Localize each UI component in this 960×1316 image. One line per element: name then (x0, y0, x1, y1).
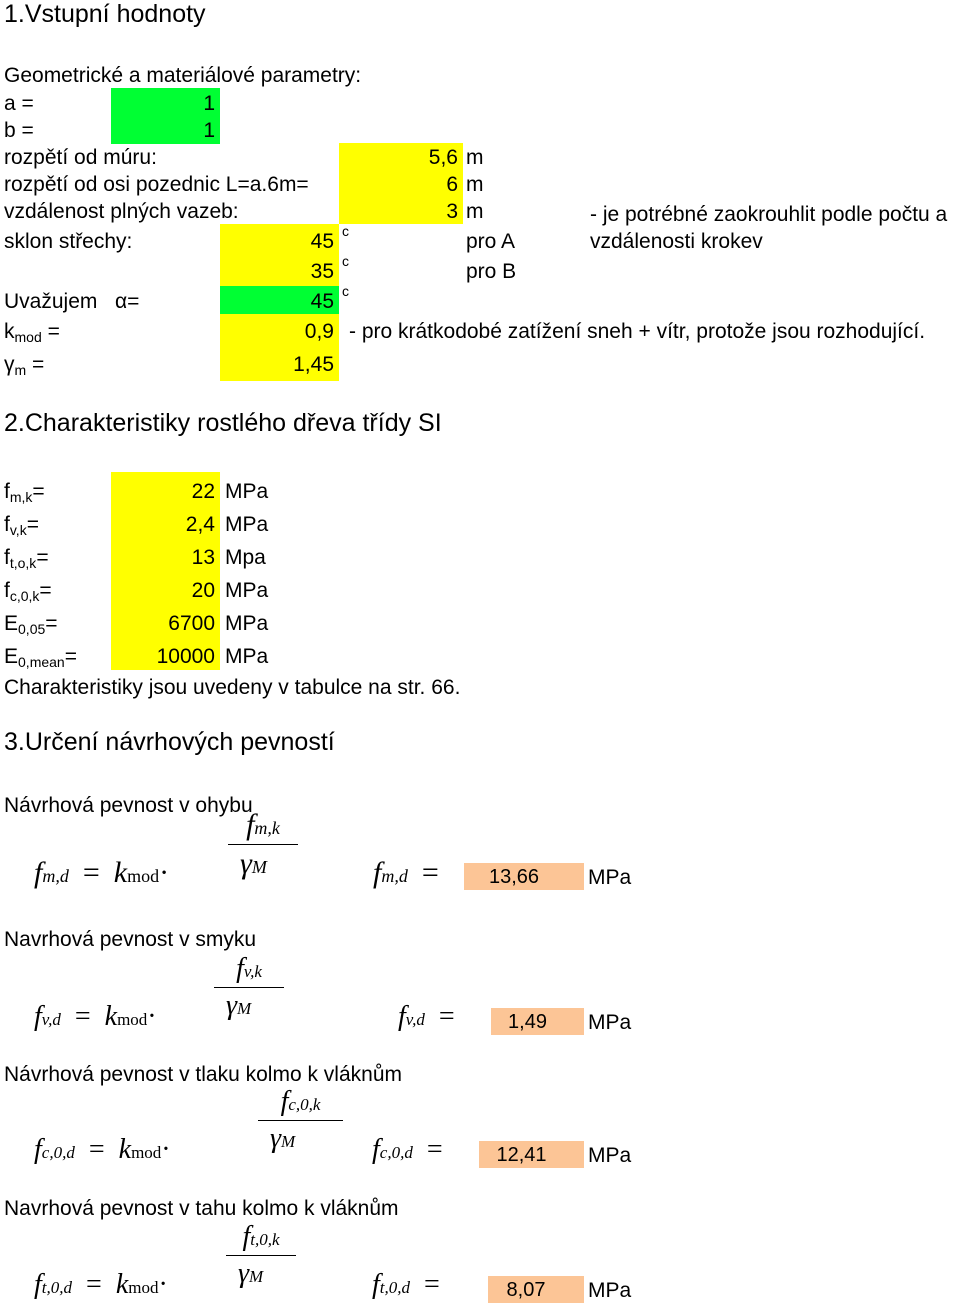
property-value: 10000 (156, 645, 215, 668)
span-axis-unit: m (466, 173, 484, 196)
property-unit: MPa (225, 480, 269, 503)
property-label: $f_{c,0,k}=$ (4, 579, 52, 604)
gamma-label: $\gamma_m$ = (4, 353, 45, 378)
property-value: 2,4 (185, 513, 215, 536)
slope-b-degree-sup: c (342, 253, 349, 269)
result-value: 1,49 (508, 1011, 547, 1033)
alpha-degree-sup: c (342, 283, 349, 299)
b-value: 1 (203, 119, 215, 142)
ties-note-line1: - je potrébné zaokrouhlit podle počtu a (590, 203, 948, 226)
property-label: $E_{0,mean}=$ (4, 645, 77, 670)
span-wall-label: rozpětí od múru: (4, 146, 157, 169)
property-value: 6700 (168, 612, 215, 635)
property-unit: MPa (225, 579, 269, 602)
result-value: 8,07 (506, 1279, 546, 1301)
formula-fraction: fc,0,k γM (258, 1088, 343, 1153)
formula-fraction: fm,k γM (228, 810, 298, 879)
section-2-title: 2.Charakteristiky rostlého dřeva třídy SI (4, 409, 442, 437)
result-value: 13,66 (488, 866, 540, 888)
property-label: $f_{m,k}=$ (4, 480, 45, 505)
formula-caption: Navrhová pevnost v smyku (4, 928, 257, 951)
result-label: fc,0,d = (372, 1134, 443, 1165)
section-3-title: 3.Určení návrhových pevností (4, 728, 335, 756)
result-unit: MPa (588, 866, 632, 889)
characteristics-note: Charakteristiky jsou uvedeny v tabulce na str. 66. (4, 676, 461, 699)
result-label: fm,d = (373, 856, 439, 889)
result-label: fv,d = (398, 1001, 455, 1032)
section-1-title: 1.Vstupní hodnoty (4, 0, 206, 28)
kmod-label: $k_{mod}$ = (4, 320, 60, 345)
property-value: 13 (191, 546, 215, 569)
property-unit: MPa (225, 612, 269, 635)
kmod-value: 0,9 (304, 320, 334, 343)
result-label: ft,0,d = (372, 1269, 440, 1300)
property-unit: MPa (225, 645, 269, 668)
property-value: 20 (191, 579, 215, 602)
property-value: 22 (191, 480, 215, 503)
slope-label: sklon střechy: (4, 230, 133, 253)
result-unit: MPa (588, 1279, 632, 1302)
ties-label: vzdálenost plných vazeb: (4, 200, 239, 223)
slope-a-degree-sup: c (342, 223, 349, 239)
result-unit: MPa (588, 1144, 632, 1167)
result-unit: MPa (588, 1011, 632, 1034)
alpha-label-2: α= (115, 290, 140, 313)
property-unit: Mpa (225, 546, 266, 569)
formula-caption: Návrhová pevnost v ohybu (4, 794, 253, 817)
formula-fraction: ft,0,k γM (226, 1223, 296, 1288)
span-axis-value: 6 (446, 173, 458, 196)
slope-a-value: 45 (310, 230, 334, 253)
property-label: $E_{0,05}=$ (4, 612, 58, 637)
formula-caption: Navrhová pevnost v tahu kolmo k vláknům (4, 1197, 399, 1220)
span-wall-value: 5,6 (428, 146, 458, 169)
formula-fraction: fv,k γM (214, 955, 284, 1020)
property-label: $f_{t,o,k}=$ (4, 546, 49, 571)
property-label: $f_{v,k}=$ (4, 513, 39, 538)
ties-unit: m (466, 200, 484, 223)
a-label: a = (4, 92, 34, 115)
a-value: 1 (203, 92, 215, 115)
alpha-value: 45 (310, 290, 334, 313)
alpha-label-1: Uvažujem (4, 290, 98, 313)
params-intro: Geometrické a materiálové parametry: (4, 64, 362, 87)
gamma-value: 1,45 (293, 353, 334, 376)
property-unit: MPa (225, 513, 269, 536)
span-wall-unit: m (466, 146, 484, 169)
ties-note-line2: vzdálenosti krokev (590, 230, 763, 253)
slope-b-note: pro B (466, 260, 517, 283)
ties-value: 3 (446, 200, 458, 223)
formula-caption: Návrhová pevnost v tlaku kolmo k vláknům (4, 1063, 403, 1086)
span-axis-label: rozpětí od osi pozednic L=a.6m= (4, 173, 309, 196)
b-label: b = (4, 119, 34, 142)
result-value: 12,41 (496, 1144, 547, 1166)
slope-b-value: 35 (310, 260, 334, 283)
kmod-note: - pro krátkodobé zatížení sneh + vítr, protože jsou rozhodující. (349, 320, 926, 343)
slope-a-note: pro A (466, 230, 516, 253)
